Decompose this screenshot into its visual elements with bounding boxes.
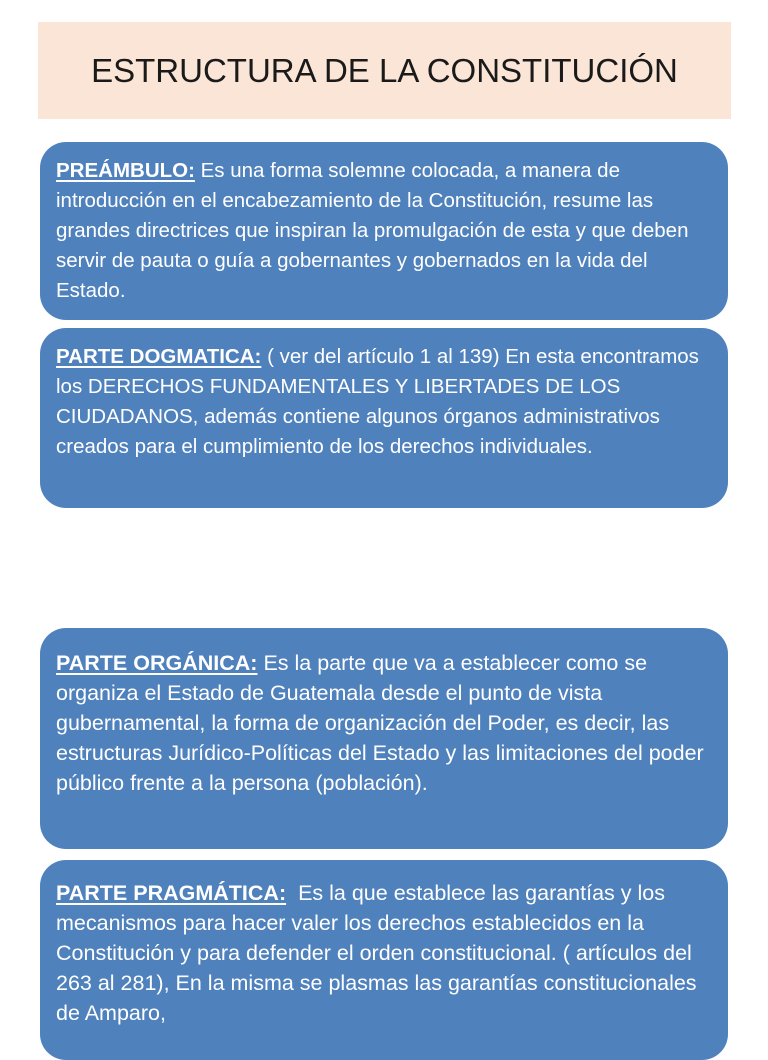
section-body [56, 878, 712, 1028]
section-card-pragmatica [40, 860, 728, 1060]
page-title: ESTRUCTURA DE LA CONSTITUCIÓN [91, 51, 678, 89]
section-body [56, 342, 712, 462]
section-text: Es una forma solemne colocada, a manera de introducción en el encabezamiento de la Constitución, resume las grandes directrices que inspiran la promulgación de esta y que deben servir de pauta o guía a gobernantes y gobernados en la vida del Estado. [56, 159, 689, 302]
section-heading: PARTE DOGMATICA: [56, 345, 262, 368]
section-card-organica [40, 628, 728, 849]
section-text: Es la parte que va a establecer como se organiza el Estado de Guatemala desde el punto de vista gubernamental, la forma de organización del Poder, es decir, las estructuras Jurídico-Políticas del Estado y las limitaciones del poder público frente a la persona (población). [56, 651, 704, 795]
section-heading: PARTE ORGÁNICA: [56, 651, 258, 675]
section-body [56, 156, 712, 306]
section-card-preambulo [40, 142, 728, 320]
section-heading: PARTE PRAGMÁTICA: [56, 881, 287, 905]
section-card-dogmatica [40, 328, 728, 508]
title-band [38, 22, 731, 119]
section-text: ( ver del artículo 1 al 139) En esta encontramos los DERECHOS FUNDAMENTALES Y LIBERTADES DE LOS CIUDADANOS, además contiene algunos órganos administrativos creados para el cumplimiento de los derechos individuales. [56, 345, 699, 458]
section-heading: PREÁMBULO: [56, 159, 195, 182]
section-body [56, 648, 712, 798]
section-text: Es la que establece las garantías y los mecanismos para hacer valer los derechos establecidos en la Constitución y para defender el orden constitucional. ( artículos del 263 al 281), En la misma se plasmas las garantías constitucionales de Amparo, [56, 881, 703, 1025]
